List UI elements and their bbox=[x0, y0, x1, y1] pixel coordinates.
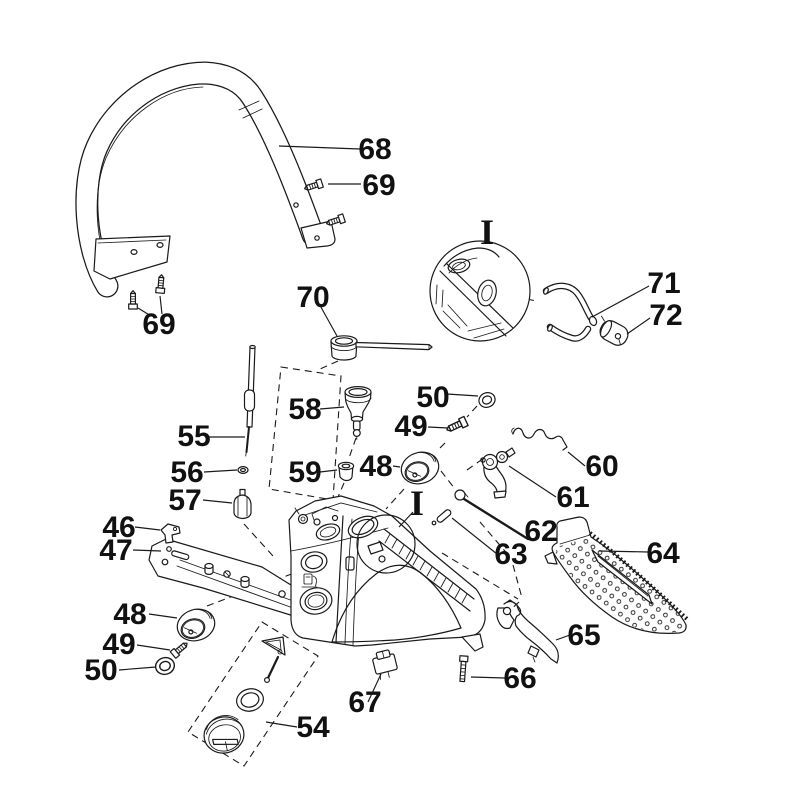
filler-cap-group-54 bbox=[200, 637, 285, 757]
part-label-55: 55 bbox=[177, 420, 211, 453]
socket-tool-70 bbox=[331, 336, 432, 360]
handle-brace-65 bbox=[497, 600, 558, 663]
rear-foot bbox=[462, 634, 483, 651]
part-label-50-top: 50 bbox=[416, 381, 450, 414]
part-label-50-bottom: 50 bbox=[84, 654, 118, 687]
part-label-63: 63 bbox=[494, 538, 528, 571]
pin-63 bbox=[432, 509, 452, 525]
part-label-49-top: 49 bbox=[394, 410, 428, 443]
cap-gasket bbox=[234, 686, 266, 714]
part-label-72: 72 bbox=[649, 299, 683, 332]
screw-66 bbox=[458, 656, 468, 682]
fuel-hose-71 bbox=[543, 286, 598, 339]
part-label-58: 58 bbox=[288, 393, 322, 426]
front-handlebar-68 bbox=[87, 73, 335, 286]
fuel-filter-72 bbox=[593, 315, 632, 348]
part-label-64: 64 bbox=[646, 537, 680, 570]
cap-48-bottom bbox=[173, 604, 219, 645]
part-label-48-bottom: 48 bbox=[113, 598, 147, 631]
screw-49-bottom bbox=[170, 640, 190, 658]
fuel-pickup-rod-55 bbox=[245, 346, 256, 457]
part-label-56: 56 bbox=[170, 456, 204, 489]
detail-callout-marker: I bbox=[409, 483, 425, 523]
part-label-54: 54 bbox=[296, 711, 330, 744]
cap-57 bbox=[234, 490, 251, 519]
screw-69-bottom-b bbox=[156, 274, 166, 293]
part-label-60: 60 bbox=[585, 450, 619, 483]
throttle-rod-62 bbox=[455, 490, 528, 539]
part-label-69-right: 69 bbox=[362, 169, 396, 202]
seal-ring-50-top bbox=[477, 390, 498, 409]
part-label-71: 71 bbox=[647, 267, 681, 300]
part-label-59: 59 bbox=[288, 456, 322, 489]
part-label-62: 62 bbox=[524, 515, 558, 548]
grommet-59 bbox=[338, 462, 353, 480]
tank-cap-54 bbox=[200, 712, 247, 757]
part-label-67: 67 bbox=[348, 686, 382, 719]
part-label-66: 66 bbox=[503, 662, 537, 695]
breather-valve-58 bbox=[345, 387, 371, 440]
part-label-68: 68 bbox=[358, 133, 392, 166]
plate-post-a bbox=[205, 564, 213, 575]
throttle-spring-60 bbox=[512, 428, 567, 450]
detail-view-marker: I bbox=[479, 212, 495, 252]
screw-69-bottom-a bbox=[129, 291, 138, 309]
washer-56 bbox=[238, 467, 248, 474]
part-label-49-bottom: 49 bbox=[102, 628, 136, 661]
part-label-65: 65 bbox=[567, 619, 601, 652]
part-label-69-left: 69 bbox=[142, 308, 176, 341]
chassis-plate-47 bbox=[149, 539, 310, 617]
screw-49-top bbox=[445, 417, 468, 435]
part-label-47: 47 bbox=[99, 534, 133, 567]
cap-retainer bbox=[262, 637, 285, 682]
part-label-48-top: 48 bbox=[359, 450, 393, 483]
plate-post-b bbox=[241, 577, 249, 588]
part-label-46: 46 bbox=[102, 511, 136, 544]
detail-view-circle bbox=[430, 241, 530, 341]
part-label-57: 57 bbox=[168, 484, 202, 517]
part-label-61: 61 bbox=[556, 481, 590, 514]
part-label-70: 70 bbox=[296, 281, 330, 314]
plug-50-bottom bbox=[154, 656, 177, 677]
stop-switch-67 bbox=[371, 649, 399, 681]
rear-grip-64 bbox=[545, 517, 687, 633]
throttle-trigger-61 bbox=[481, 448, 515, 498]
